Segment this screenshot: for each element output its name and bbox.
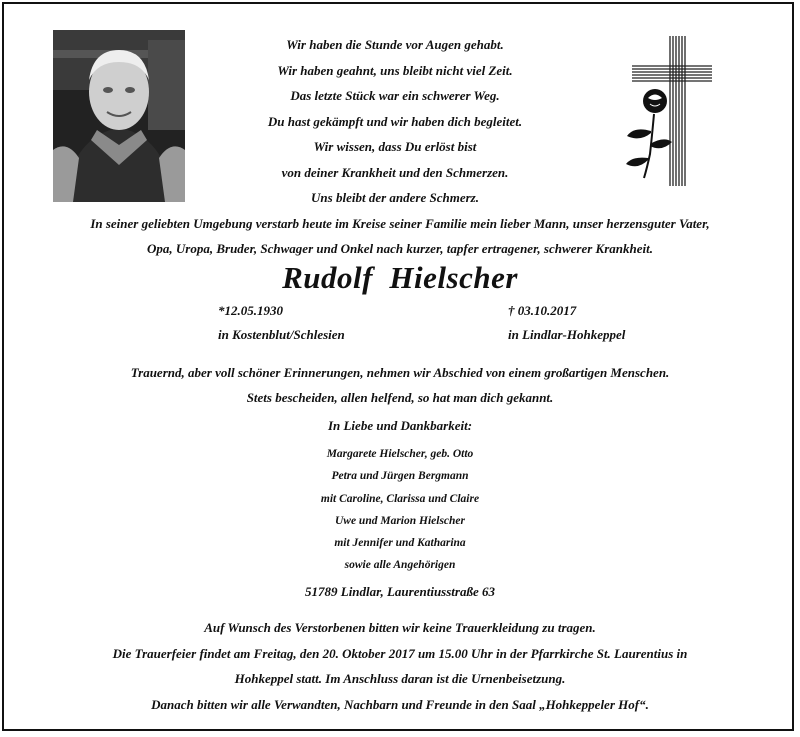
funeral-details-line: Hohkeppel statt. Im Anschluss daran ist die Urnenbeisetzung.	[234, 671, 566, 686]
portrait-photo	[53, 30, 185, 202]
mourner-line: mit Jennifer und Katharina	[334, 537, 466, 550]
funeral-details-line: Danach bitten wir alle Verwandten, Nachbarn und Freunde in den Saal „Hohkeppeler Hof“.	[151, 696, 649, 712]
poem-line: Uns bleibt der andere Schmerz.	[311, 190, 479, 205]
mourner-line: Petra und Jürgen Bergmann	[331, 470, 469, 483]
mourner-line: Margarete Hielscher, geb. Otto	[326, 448, 474, 460]
poem-line: Du hast gekämpft und wir haben dich begleitet.	[267, 113, 523, 129]
farewell-text	[0, 360, 800, 410]
birth-info	[218, 299, 345, 347]
cross-with-rose-icon	[612, 36, 712, 186]
poem-line: Wir haben geahnt, uns bleibt nicht viel Zeit.	[277, 62, 513, 78]
funeral-details	[0, 615, 800, 717]
death-info	[508, 299, 625, 347]
death-place: in Lindlar-Hohkeppel	[508, 327, 626, 342]
deceased-name: Rudolf Hielscher	[282, 260, 518, 295]
farewell-line: Stets bescheiden, allen helfend, so hat man dich gekannt.	[246, 390, 554, 405]
mourner-line: sowie alle Angehörigen	[344, 559, 456, 572]
funeral-details-line: Auf Wunsch des Verstorbenen bitten wir keine Trauerkleidung zu tragen.	[204, 620, 596, 635]
announcement-line: Opa, Uropa, Bruder, Schwager und Onkel nach kurzer, tapfer ertragener, schwerer Krankheit.	[147, 241, 653, 256]
birth-date: *12.05.1930	[218, 303, 283, 318]
farewell-line: Trauernd, aber voll schöner Erinnerungen, nehmen wir Abschied von einem großartigen Menschen.	[130, 365, 670, 380]
mourner-line: mit Caroline, Clarissa und Claire	[320, 492, 480, 505]
death-date: † 03.10.2017	[508, 303, 577, 318]
address: 51789 Lindlar, Laurentiusstraße 63	[305, 584, 495, 599]
poem-line: von deiner Krankheit und den Schmerzen.	[281, 164, 509, 180]
poem	[205, 32, 585, 211]
announcement	[14, 211, 786, 261]
poem-line: Das letzte Stück war ein schwerer Weg.	[290, 88, 500, 103]
poem-line: Wir wissen, dass Du erlöst bist	[313, 139, 477, 154]
funeral-details-line: Die Trauerfeier findet am Freitag, den 20. Oktober 2017 um 15.00 Uhr in der Pfarrkirche St. Laurentius in	[112, 645, 688, 661]
mourner-line: Uwe und Marion Hielscher	[334, 514, 466, 527]
announcement-line: In seiner geliebten Umgebung verstarb heute im Kreise seiner Familie mein lieber Mann, unser herzensguter Vater,	[90, 216, 710, 231]
mourners-list	[0, 443, 800, 577]
with-love-heading: In Liebe und Dankbarkeit:	[327, 418, 473, 433]
poem-line: Wir haben die Stunde vor Augen gehabt.	[286, 37, 504, 52]
birth-place: in Kostenblut/Schlesien	[218, 327, 345, 342]
